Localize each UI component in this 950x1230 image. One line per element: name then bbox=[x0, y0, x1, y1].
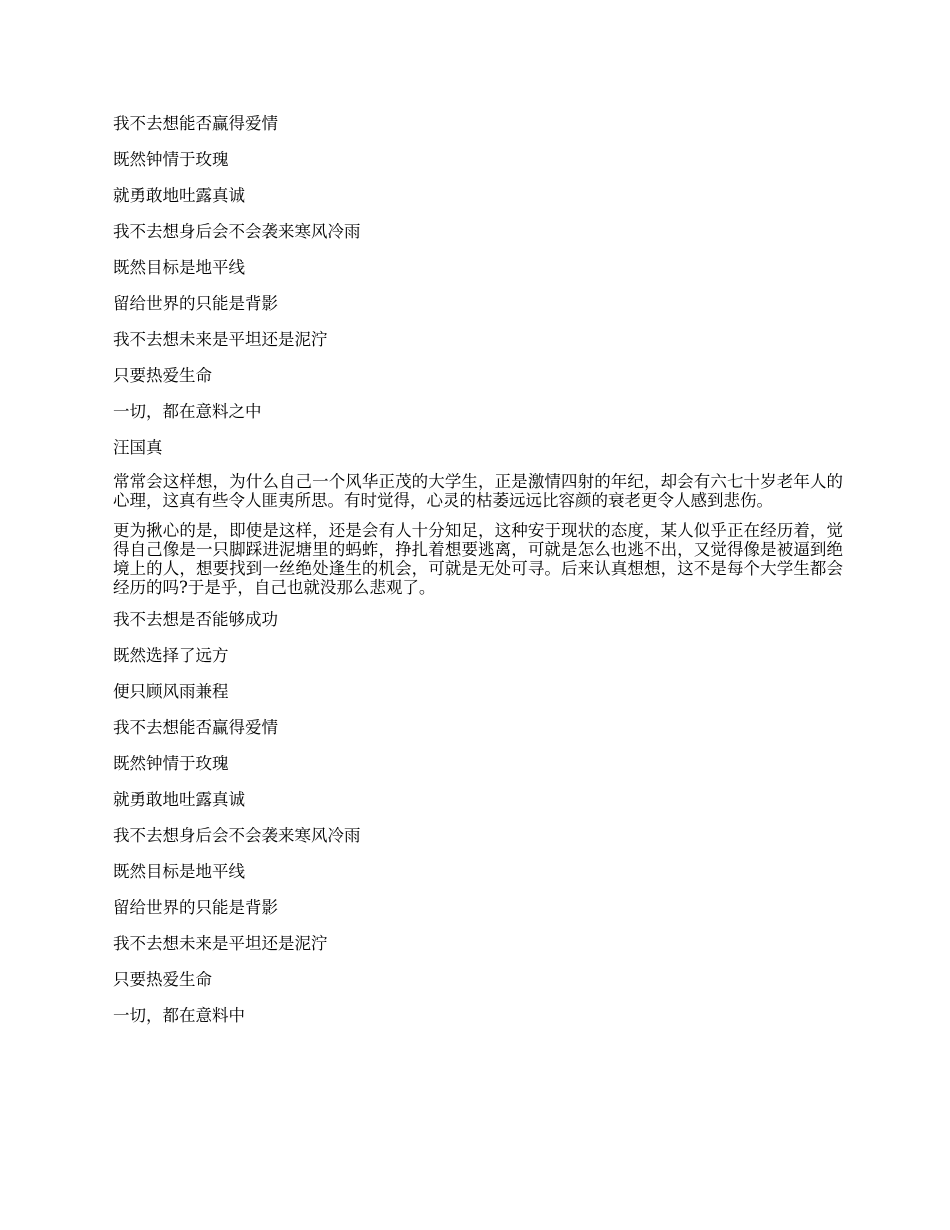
poem-line: 我不去想能否赢得爱情 bbox=[113, 114, 278, 133]
poem-author: 汪国真 bbox=[113, 438, 163, 457]
body-paragraph: 常常会这样想，为什么自己一个风华正茂的大学生，正是激情四射的年纪，却会有六七十岁老年人的心理，这真有些令人匪夷所思。有时觉得，心灵的枯萎远远比容颜的衰老更令人感到悲伤。 bbox=[113, 472, 843, 510]
poem-line: 我不去想身后会不会袭来寒风冷雨 bbox=[113, 222, 361, 241]
poem-line: 留给世界的只能是背影 bbox=[113, 898, 278, 917]
poem-line: 一切，都在意料中 bbox=[113, 1006, 245, 1025]
poem-line: 我不去想能否赢得爱情 bbox=[113, 718, 278, 737]
poem-block-2 bbox=[113, 608, 843, 1040]
poem-line: 一切，都在意料之中 bbox=[113, 402, 262, 421]
poem-line: 我不去想是否能够成功 bbox=[113, 610, 278, 629]
poem-block-1 bbox=[113, 112, 843, 472]
poem-line: 既然钟情于玫瑰 bbox=[113, 754, 229, 773]
body-paragraph: 更为揪心的是，即使是这样，还是会有人十分知足，这种安于现状的态度，某人似乎正在经历着，觉得自己像是一只脚踩进泥塘里的蚂蚱，挣扎着想要逃离，可就是怎么也逃不出，又觉得像是被逼到绝境上的人，想要找到一丝绝处逢生的机会，可就是无处可寻。后来认真想想，这不是每个大学生都会经历的吗?于是乎，自己也就没那么悲观了。 bbox=[113, 521, 843, 597]
poem-line: 既然目标是地平线 bbox=[113, 862, 245, 881]
poem-line: 既然目标是地平线 bbox=[113, 258, 245, 277]
poem-line: 我不去想未来是平坦还是泥泞 bbox=[113, 330, 328, 349]
document-page bbox=[113, 112, 843, 1040]
poem-line: 我不去想未来是平坦还是泥泞 bbox=[113, 934, 328, 953]
poem-line: 就勇敢地吐露真诚 bbox=[113, 186, 245, 205]
poem-line: 只要热爱生命 bbox=[113, 366, 212, 385]
poem-line: 只要热爱生命 bbox=[113, 970, 212, 989]
poem-line: 留给世界的只能是背影 bbox=[113, 294, 278, 313]
poem-line: 我不去想身后会不会袭来寒风冷雨 bbox=[113, 826, 361, 845]
poem-line: 既然钟情于玫瑰 bbox=[113, 150, 229, 169]
poem-line: 既然选择了远方 bbox=[113, 646, 229, 665]
poem-line: 就勇敢地吐露真诚 bbox=[113, 790, 245, 809]
poem-line: 便只顾风雨兼程 bbox=[113, 682, 229, 701]
